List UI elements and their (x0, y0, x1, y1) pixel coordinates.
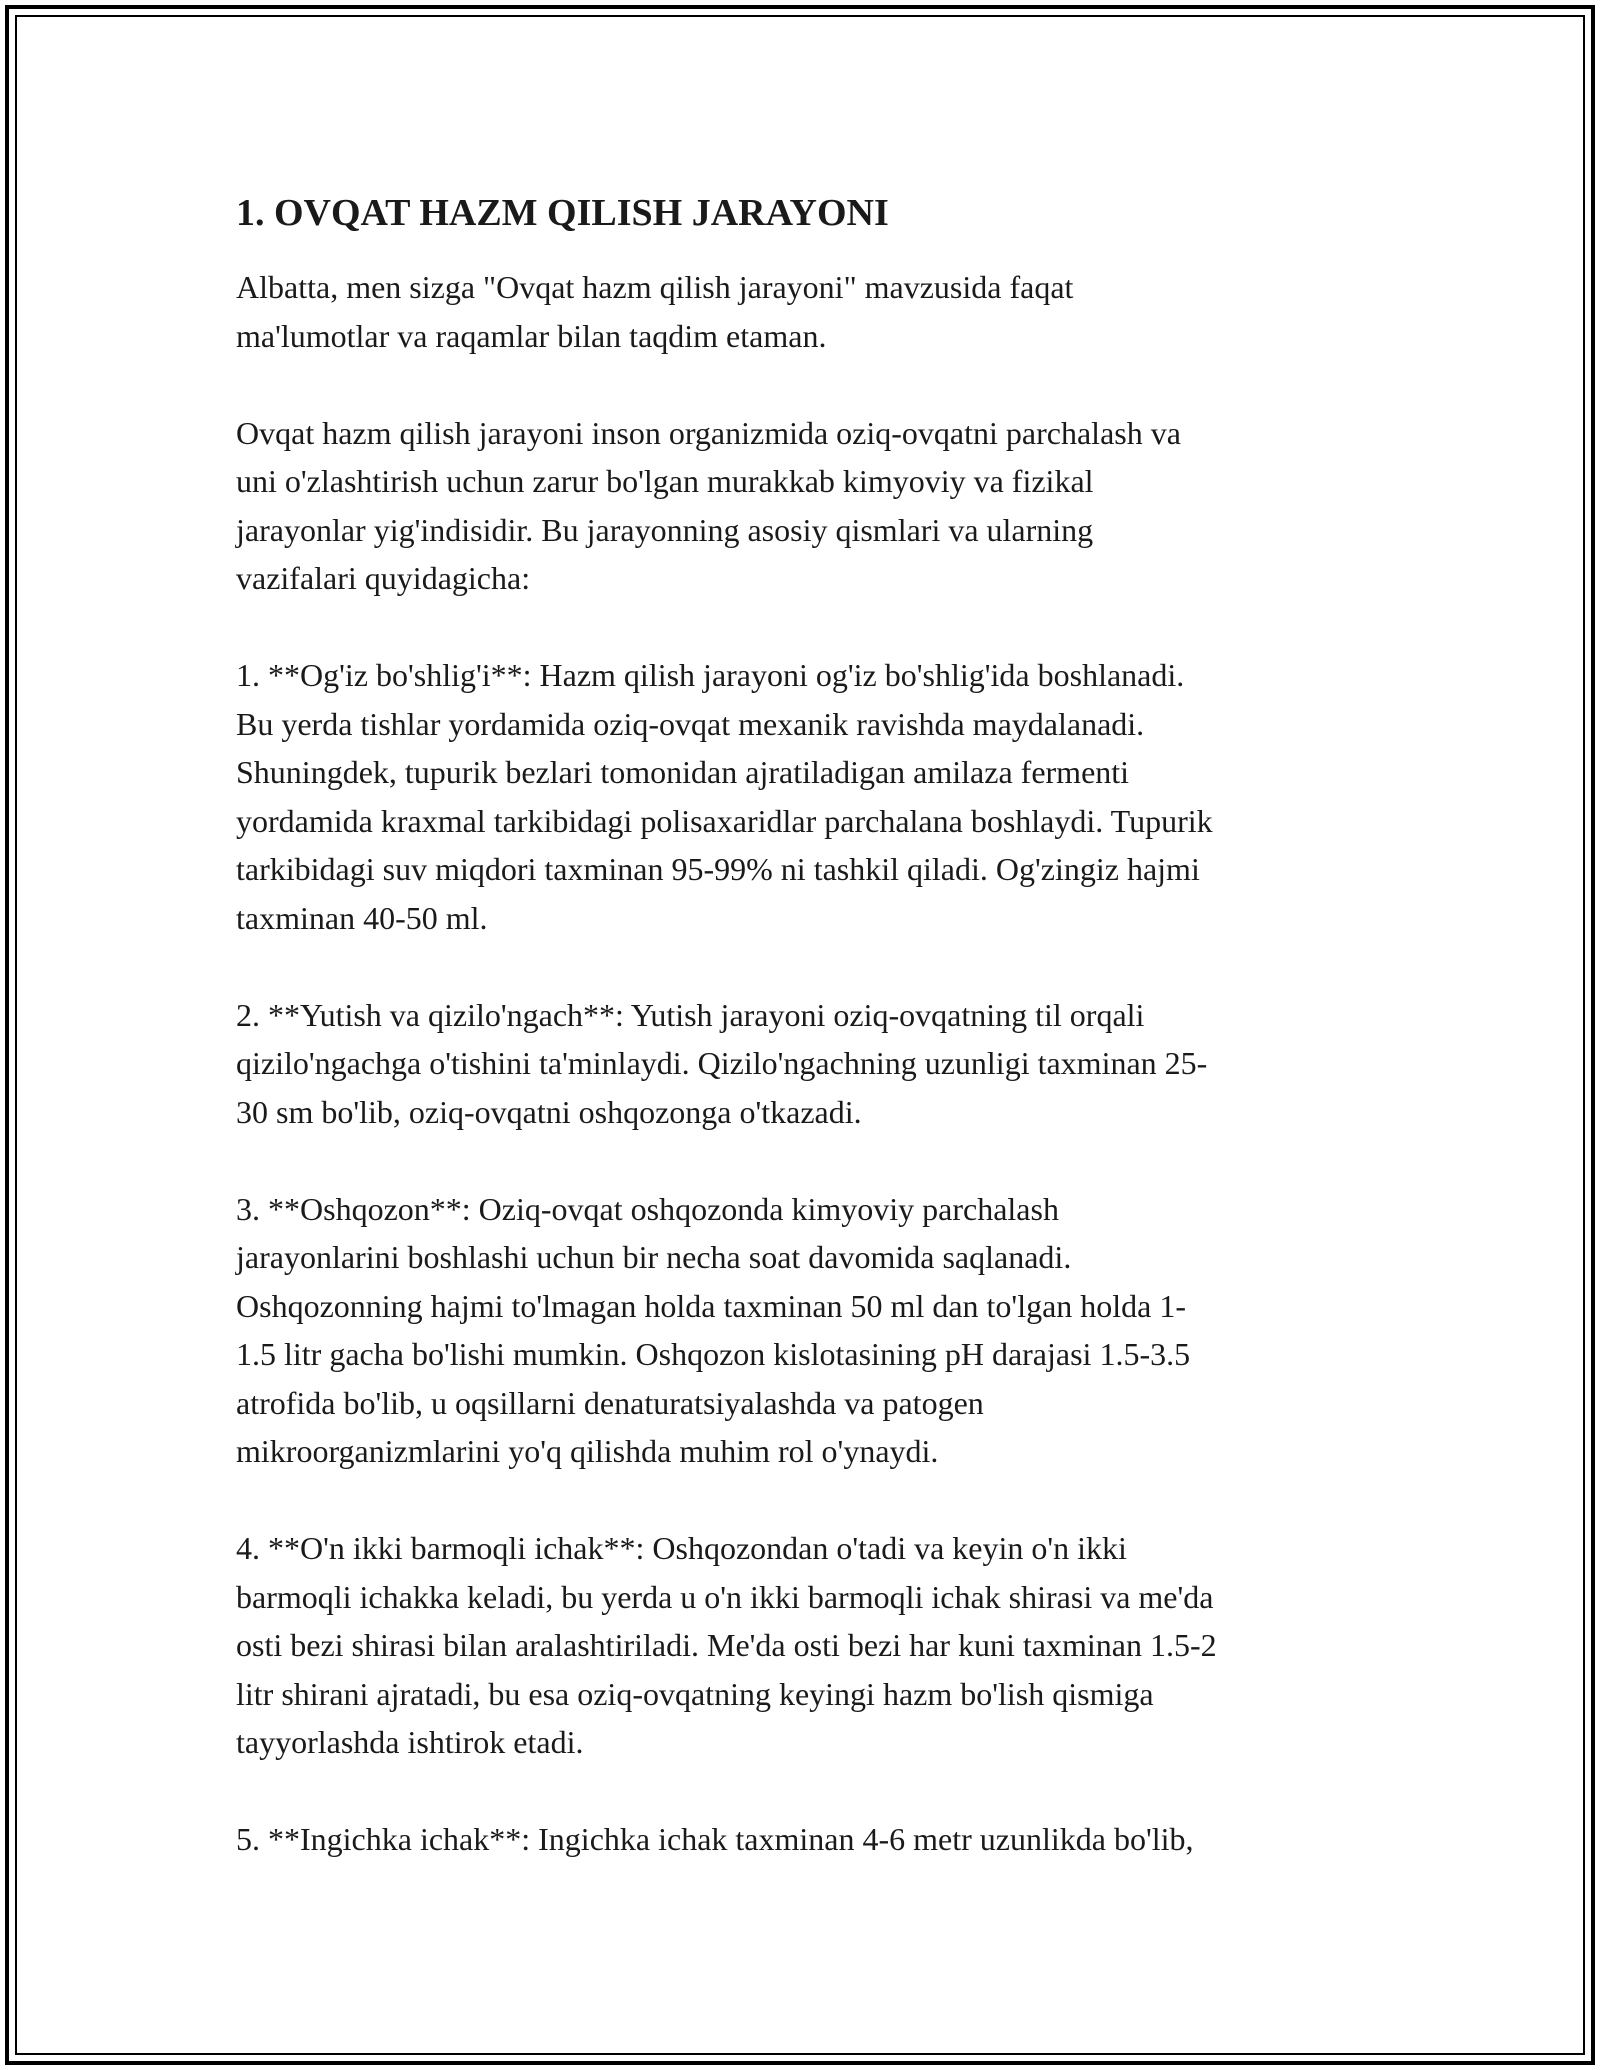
document-title: 1. OVQAT HAZM QILISH JARAYONI (236, 192, 889, 234)
overview-paragraph: Ovqat hazm qilish jarayoni inson organizmida oziq-ovqatni parchalash va uni o'zlashtirish uchun zarur bo'lgan murakkab kimyoviy va fizikal jarayonlar yig'indisidir. Bu jarayonning asosiy qismlari va ularning vazifalari quyidagicha: (236, 414, 1181, 596)
list-item-mouth: 1. **Og'iz bo'shlig'i**: Hazm qilish jarayoni og'iz bo'shlig'ida boshlanadi. Bu yerda tishlar yordamida oziq-ovqat mexanik ravishda maydalanadi. Shuningdek, tupurik bezlari tomonidan ajratiladigan amilaza fermenti yordamida kraxmal tarkibidagi polisaxaridlar parchalana boshlaydi. Tupurik tarkibidagi suv miqdori taxminan 95-99% ni tashkil qiladi. Og'zingiz hajmi taxminan 40-50 ml. (236, 657, 1213, 936)
list-item-small-intestine: 5. **Ingichka ichak**: Ingichka ichak taxminan 4-6 metr uzunlikda bo'lib, (236, 1821, 1194, 1857)
list-item-stomach: 3. **Oshqozon**: Oziq-ovqat oshqozonda kimyoviy parchalash jarayonlarini boshlashi uchun bir necha soat davomida saqlanadi. Oshqozonning hajmi to'lmagan holda taxminan 50 ml dan to'lgan holda 1- 1.5 litr gacha bo'lishi mumkin. Oshqozon kislotasining pH darajasi 1.5-3.5 atrofida bo'lib, u oqsillarni denaturatsiyalashda va patogen mikroorganizmlarini yo'q qilishda muhim rol o'ynaydi. (236, 1190, 1191, 1469)
document-body (236, 185, 1366, 1912)
list-item-esophagus: 2. **Yutish va qizilo'ngach**: Yutish jarayoni oziq-ovqatning til orqali qizilo'ngachga o'tishini ta'minlaydi. Qizilo'ngachning uzunligi taxminan 25- 30 sm bo'lib, oziq-ovqatni oshqozonga o'tkazadi. (236, 996, 1208, 1130)
list-item-duodenum: 4. **O'n ikki barmoqli ichak**: Oshqozondan o'tadi va keyin o'n ikki barmoqli ichakka keladi, bu yerda u o'n ikki barmoqli ichak shirasi va me'da osti bezi shirasi bilan aralashtiriladi. Me'da osti bezi har kuni taxminan 1.5-2 litr shirani ajratadi, bu esa oziq-ovqatning keyingi hazm bo'lish qismiga tayyorlashda ishtirok etadi. (236, 1530, 1217, 1760)
intro-paragraph: Albatta, men sizga "Ovqat hazm qilish jarayoni" mavzusida faqat ma'lumotlar va raqamlar bilan taqdim etaman. (236, 269, 1074, 354)
